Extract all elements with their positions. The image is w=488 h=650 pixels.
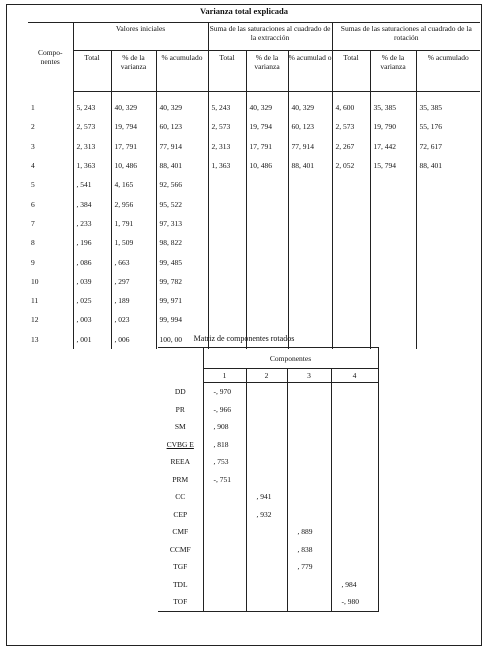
matrix-cell (203, 576, 246, 594)
table-cell (208, 194, 246, 213)
table-row (28, 175, 480, 194)
header-acc: % acumulad o (288, 51, 332, 92)
matrix-cell (246, 558, 287, 576)
table-cell: 40, 329 (288, 92, 332, 118)
matrix-row (158, 436, 378, 454)
table-cell: 2, 956 (111, 194, 156, 213)
matrix-row-label-text: PR (175, 404, 185, 414)
header-acc: % acumulado (156, 51, 208, 92)
table-cell (370, 175, 416, 194)
table-cell: 35, 385 (370, 92, 416, 118)
matrix-cell (246, 401, 287, 419)
matrix-row (158, 418, 378, 436)
matrix-row (158, 453, 378, 471)
component-number: 8 (28, 233, 73, 252)
matrix-cell (203, 541, 246, 559)
table-cell (288, 291, 332, 310)
table-cell: , 663 (111, 252, 156, 271)
matrix-cell: , 838 (287, 541, 331, 559)
matrix-row-label (158, 383, 203, 401)
table-cell (246, 233, 288, 252)
table-cell: 88, 401 (419, 161, 443, 171)
matrix-cell (331, 453, 378, 471)
matrix-cell: , 753 (203, 453, 246, 471)
table-cell (246, 252, 288, 271)
table-cell (288, 233, 332, 252)
table-cell: , 025 (73, 291, 111, 310)
matrix-col-header: 3 (287, 369, 331, 383)
table-cell (370, 214, 416, 233)
matrix-row-label (158, 488, 203, 506)
table-row (28, 194, 480, 213)
col-componentes (28, 23, 73, 92)
header-pct: % de la varianza (111, 51, 156, 92)
table-cell (288, 214, 332, 233)
matrix-row-label (158, 471, 203, 489)
matrix-cell (287, 453, 331, 471)
table-cell: 4, 165 (111, 175, 156, 194)
table-cell (416, 272, 480, 291)
matrix-cell (331, 436, 378, 454)
table-row (28, 156, 480, 175)
table-cell (208, 272, 246, 291)
table-row (28, 272, 480, 291)
table-cell: 10, 486 (111, 156, 156, 175)
table-cell (332, 194, 370, 213)
matrix-cell (331, 471, 378, 489)
matrix-cell (331, 401, 378, 419)
matrix-row-label (158, 506, 203, 524)
matrix-row-label (158, 541, 203, 559)
matrix-row (158, 558, 378, 576)
matrix-cell (331, 558, 378, 576)
table-row (28, 137, 480, 156)
table-row (28, 92, 480, 118)
table-cell: 40, 329 (111, 92, 156, 118)
matrix-cell (331, 523, 378, 541)
table-cell: 88, 401 (156, 156, 208, 175)
table-cell (332, 310, 370, 329)
table-cell (332, 252, 370, 271)
table-cell: 15, 794 (370, 156, 416, 175)
table-cell (416, 310, 480, 329)
table-row (28, 310, 480, 329)
matrix-row-label-text: CCMF (169, 544, 191, 554)
matrix-cell: -, 751 (203, 471, 246, 489)
table-cell: , 541 (73, 175, 111, 194)
table-cell: , 023 (111, 310, 156, 329)
table-cell: 1, 363 (208, 156, 246, 175)
matrix-cell (287, 436, 331, 454)
table-cell: 1, 791 (111, 214, 156, 233)
matrix-corner (158, 369, 203, 383)
table-cell: 99, 782 (156, 272, 208, 291)
table-cell (332, 272, 370, 291)
table-row (28, 117, 480, 136)
matrix-cell (331, 541, 378, 559)
matrix-cell: -, 966 (203, 401, 246, 419)
group-rotation: Sumas de las saturaciones al cuadrado de la rotación (332, 23, 480, 51)
table-cell (246, 272, 288, 291)
matrix-row-label (158, 593, 203, 611)
matrix-cell (287, 593, 331, 611)
matrix-row-label-text: DD (174, 387, 186, 396)
table-cell: 100, 00 (156, 330, 208, 349)
table-cell (416, 214, 480, 233)
matrix-row-label (158, 576, 203, 594)
table-cell (416, 233, 480, 252)
matrix-cell: , 818 (203, 436, 246, 454)
table-cell (370, 291, 416, 310)
matrix-cell (287, 418, 331, 436)
table-cell (288, 252, 332, 271)
table-cell: 99, 994 (156, 310, 208, 329)
matrix-cell: , 941 (246, 488, 287, 506)
matrix-row-label-text: CMF (172, 527, 189, 537)
header-total: Total (332, 51, 370, 92)
table-cell: , 006 (111, 330, 156, 349)
table-cell: 19, 794 (111, 117, 156, 136)
component-number: 1 (28, 92, 73, 118)
table-cell: 19, 790 (370, 117, 416, 136)
table-cell: 92, 566 (156, 175, 208, 194)
matrix-cell (287, 488, 331, 506)
table-cell: , 189 (111, 291, 156, 310)
matrix-row-label-text: TDL (172, 579, 188, 589)
header-total: Total (208, 51, 246, 92)
matrix-cell (246, 383, 287, 401)
table-cell: 2, 313 (73, 137, 111, 156)
matrix-cell: , 984 (331, 576, 378, 594)
table-cell: 97, 313 (156, 214, 208, 233)
header-total: Total (73, 51, 111, 92)
matrix-cell (246, 576, 287, 594)
matrix-cell (287, 576, 331, 594)
component-number: 2 (28, 117, 73, 136)
table-cell (416, 291, 480, 310)
table-cell: , 001 (73, 330, 111, 349)
matrix-cell (331, 418, 378, 436)
group-initial: Valores iniciales (73, 23, 208, 51)
matrix-row-label (158, 436, 203, 454)
table-cell: , 297 (111, 272, 156, 291)
table-row (28, 214, 480, 233)
matrix-cell (287, 401, 331, 419)
table-cell: 72, 617 (419, 141, 443, 151)
table-cell: 60, 123 (156, 117, 208, 136)
matrix-cell (246, 541, 287, 559)
matrix-row-label-text: PRM (172, 474, 189, 484)
table-cell: 77, 914 (288, 137, 332, 156)
component-number: 11 (28, 291, 73, 310)
table-cell: 2, 052 (332, 156, 370, 175)
matrix-row (158, 523, 378, 541)
component-number: 5 (28, 175, 73, 194)
table-cell: 2, 573 (332, 117, 370, 136)
component-number: 4 (28, 156, 73, 175)
matrix-cell (203, 523, 246, 541)
matrix-row-label-text: REEA (170, 457, 191, 467)
matrix-col-header: 4 (331, 369, 378, 383)
matrix-cell (287, 471, 331, 489)
matrix-row (158, 593, 378, 611)
matrix-row-label (158, 523, 203, 541)
page-title: Varianza total explicada (200, 6, 288, 16)
matrix-cell (287, 506, 331, 524)
table-cell (246, 194, 288, 213)
matrix-row (158, 383, 378, 401)
matrix-header: Componentes (203, 348, 378, 369)
header-pct: % de la varianza (246, 51, 288, 92)
table-cell (208, 291, 246, 310)
matrix-cell (246, 418, 287, 436)
table-cell (208, 233, 246, 252)
table-cell: 17, 791 (246, 137, 288, 156)
table-cell: , 196 (73, 233, 111, 252)
matrix-row-label-text: SM (174, 422, 186, 432)
matrix-cell (246, 436, 287, 454)
table-cell (288, 272, 332, 291)
table-row (28, 252, 480, 271)
matrix-cell: , 889 (287, 523, 331, 541)
matrix-cell (203, 506, 246, 524)
table-cell: 99, 971 (156, 291, 208, 310)
matrix-row-label-text: TGF (173, 562, 188, 572)
table-cell: 60, 123 (288, 117, 332, 136)
table-cell: 1, 363 (73, 156, 111, 175)
table-cell: 40, 329 (246, 92, 288, 118)
matrix-row-label-text: CEP (173, 509, 188, 519)
table-cell (208, 214, 246, 233)
matrix-row (158, 506, 378, 524)
table-cell: , 086 (73, 252, 111, 271)
table-cell: 2, 313 (208, 137, 246, 156)
table-cell: 10, 486 (246, 156, 288, 175)
matrix-row (158, 488, 378, 506)
table-cell (332, 175, 370, 194)
matrix-row (158, 401, 378, 419)
table-cell: 1, 509 (111, 233, 156, 252)
table-cell: , 003 (73, 310, 111, 329)
table-cell (370, 252, 416, 271)
matrix-row-label-text: CC (175, 492, 186, 502)
table-cell (288, 310, 332, 329)
variance-table (28, 22, 480, 349)
matrix-cell (246, 523, 287, 541)
matrix-corner (158, 348, 203, 369)
table-cell (370, 233, 416, 252)
matrix-cell: -, 980 (331, 593, 378, 611)
table-cell: 5, 243 (208, 92, 246, 118)
matrix-cell (331, 383, 378, 401)
table-cell: 35, 385 (419, 103, 443, 113)
table-cell (246, 214, 288, 233)
matrix-cell (331, 488, 378, 506)
matrix-row (158, 576, 378, 594)
table-cell: , 039 (73, 272, 111, 291)
table-cell (416, 252, 480, 271)
component-number: 3 (28, 137, 73, 156)
table-cell: 77, 914 (156, 137, 208, 156)
header-acc: % acumulado (416, 51, 480, 92)
table-cell: , 384 (73, 194, 111, 213)
table-cell (370, 194, 416, 213)
matrix-cell (246, 593, 287, 611)
table-cell: 55, 176 (419, 122, 443, 132)
rotated-matrix-table (158, 347, 379, 612)
table-cell: 2, 573 (73, 117, 111, 136)
table-cell (332, 214, 370, 233)
matrix-cell (203, 558, 246, 576)
matrix-row (158, 471, 378, 489)
matrix-cell (331, 506, 378, 524)
table-cell: 95, 522 (156, 194, 208, 213)
table-cell: 17, 442 (370, 137, 416, 156)
component-number: 9 (28, 252, 73, 271)
matrix-title: Matriz de componentes rotados (193, 334, 295, 343)
col-componentes-label: Compo- nentes (37, 48, 63, 67)
matrix-row-label (158, 558, 203, 576)
table-cell: 17, 791 (111, 137, 156, 156)
table-cell (288, 194, 332, 213)
table-cell: 5, 243 (73, 92, 111, 118)
component-number: 12 (28, 310, 73, 329)
matrix-cell: -, 970 (203, 383, 246, 401)
table-cell (208, 310, 246, 329)
table-row (28, 291, 480, 310)
table-cell (370, 272, 416, 291)
table-cell: 88, 401 (288, 156, 332, 175)
table-cell: 19, 794 (246, 117, 288, 136)
component-number: 6 (28, 194, 73, 213)
matrix-cell (203, 593, 246, 611)
matrix-cell: , 779 (287, 558, 331, 576)
table-cell: 4, 600 (332, 92, 370, 118)
matrix-row (158, 541, 378, 559)
matrix-col-header: 1 (203, 369, 246, 383)
matrix-cell: , 908 (203, 418, 246, 436)
matrix-row-label (158, 418, 203, 436)
table-cell (246, 310, 288, 329)
table-cell (416, 194, 480, 213)
matrix-row-label (158, 453, 203, 471)
table-cell (208, 252, 246, 271)
table-cell (288, 175, 332, 194)
table-cell: 2, 573 (208, 117, 246, 136)
table-cell: 99, 485 (156, 252, 208, 271)
matrix-cell (246, 471, 287, 489)
table-cell: , 233 (73, 214, 111, 233)
table-cell: 2, 267 (332, 137, 370, 156)
matrix-row-label-text: CVBG E (166, 439, 194, 449)
component-number: 13 (28, 330, 73, 349)
matrix-cell (246, 453, 287, 471)
table-row (28, 233, 480, 252)
matrix-row-label (158, 401, 203, 419)
matrix-row-label-text: TOF (173, 597, 188, 607)
matrix-cell (287, 383, 331, 401)
table-cell (332, 233, 370, 252)
table-cell: 40, 329 (156, 92, 208, 118)
table-cell (416, 175, 480, 194)
component-number: 10 (28, 272, 73, 291)
table-cell: 98, 822 (156, 233, 208, 252)
matrix-col-header: 2 (246, 369, 287, 383)
group-extraction: Suma de las saturaciones al cuadrado de la extracción (208, 23, 332, 51)
matrix-cell: , 932 (246, 506, 287, 524)
table-cell (246, 175, 288, 194)
matrix-cell (203, 488, 246, 506)
table-cell (370, 310, 416, 329)
header-pct: % de la varianza (370, 51, 416, 92)
component-number: 7 (28, 214, 73, 233)
table-cell (208, 175, 246, 194)
table-cell (332, 291, 370, 310)
table-cell (246, 291, 288, 310)
